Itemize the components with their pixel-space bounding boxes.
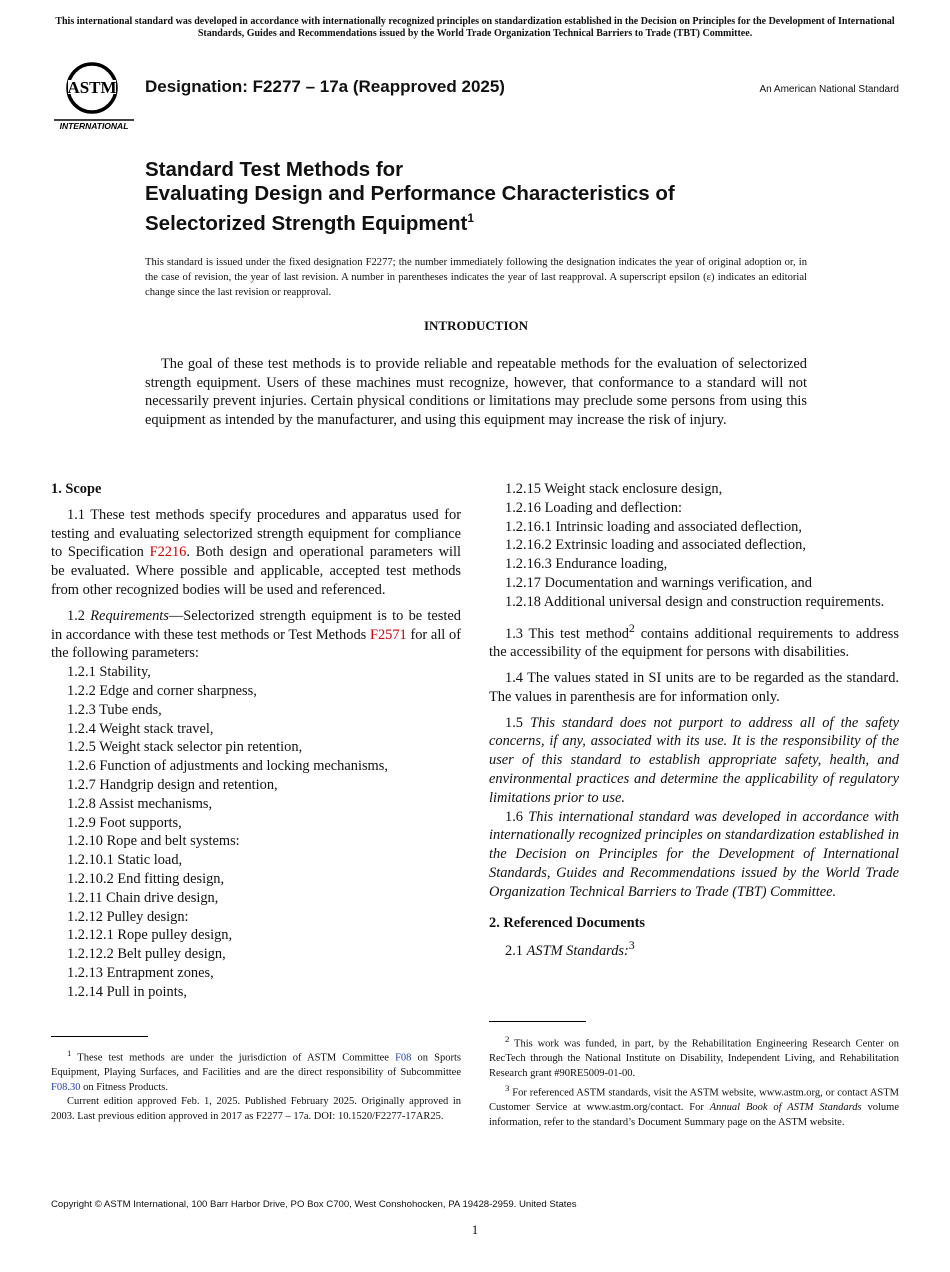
list-item: 1.2.10.1 Static load, [67,852,183,869]
edition-note: Current edition approved Feb. 1, 2025. Published February 2025. Originally approved in 2003. Last previous edition approved in 2017 as F2277 – 17a. DOI: 10.1520/F2277-17AR25. [51,1096,461,1122]
footnotes-left [51,1046,461,1124]
tbt-notice: This international standard was developed in accordance with internationally recognized principles on standardization established in the Decision on Principles for the Development of International Standards, Guides and Recommendations issued by the World Trade Organization Technical Barriers to Trade (TBT) Committee. [55,16,895,39]
list-item: 1.2.12.2 Belt pulley design, [67,946,226,963]
para-1-1: 1.1 These test methods specify procedures and apparatus used for testing and evaluating selectorized strength equipment for compliance to Specification F2216. Both design and operational parameters will be evaluated. Where possible and applicable, accepted test methods from other recognized bodies will be used and referenced. [51,506,461,598]
footnote-3: $^3$ For referenced ASTM standards, visit the ASTM website, www.astm.org, or contact ASTM Customer Service at www.astm.org/contact. For Annual Book of ASTM Standards volume information, refer to the standard’s Document Summary page on the ASTM website. [489,1083,900,1128]
list-item: 1.2.13 Entrapment zones, [67,964,214,981]
list-item: 1.2.10.2 End fitting design, [67,870,225,887]
page-number: 1 [471,1222,479,1237]
referenced-documents-heading: 2. Referenced Documents [489,914,645,931]
designation: Designation: F2277 – 17a (Reapproved 2025) [145,77,505,96]
list-item: 1.2.16.2 Extrinsic loading and associated deflection, [505,537,806,554]
list-item: 1.2.7 Handgrip design and retention, [67,776,278,793]
scope-heading: 1. Scope [51,481,102,497]
list-item: 1.2.12.1 Rope pulley design, [67,927,233,944]
link-f08[interactable]: F08 [395,1052,412,1064]
title-line-1: Standard Test Methods for [145,158,404,181]
list-item: 1.2.14 Pull in points, [67,983,187,1000]
para-1-6: 1.6 This international standard was developed in accordance with internationally recognized principles on standardization established in the Decision on Principles for the Development of International Standards, Guides and Recommendations issued by the World Trade Organization Technical Barriers to Trade (TBT) Committee. [489,808,899,900]
requirements-list-left [51,663,461,1001]
footnote-ref-2[interactable]: 2 [628,620,635,635]
list-item: 1.2.5 Weight stack selector pin retention, [67,739,303,756]
list-item: 1.2.8 Assist mechanisms, [67,795,213,812]
logo-subtext: INTERNATIONAL [59,121,129,130]
national-standard-label: An American National Standard [759,84,899,95]
list-item: 1.2.2 Edge and corner sharpness, [67,682,257,699]
requirements-list-right [489,480,899,593]
link-f08-30[interactable]: F08.30 [51,1081,81,1093]
list-item: 1.2.1 Stability, [67,664,151,681]
list-item-1-2-18: 1.2.18 Additional universal design and construction requirements. [505,593,885,610]
left-column [51,480,461,1002]
title-footnote-ref[interactable]: 1 [467,211,475,225]
footnotes-right [489,1032,899,1130]
footnote-1: $^1$ These test methods are under the jurisdiction of ASTM Committee F08 on Sports Equipment, Playing Surfaces, and Facilities and are the direct responsibility of Subcommittee F08.30 on Fitness Products. [51,1048,461,1093]
title-line-3: Selectorized Strength Equipment$^1$ [145,211,475,235]
list-item: 1.2.16.3 Endurance loading, [505,556,668,573]
issued-statement: This standard is issued under the fixed designation F2277; the number immediately following the designation indicates the year of original adoption or, in the case of revision, the year of last revision. A number in parentheses indicates the year of last reapproval. A superscript epsilon (ε) indicates an editorial change since the last revision or reapproval. [145,257,807,298]
footnote-2: $^2$ This work was funded, in part, by the Rehabilitation Engineering Research Center on RecTech through the National Institute on Disability, Independent Living, and Rehabilitation Research grant #90RE5009-01-00. [489,1034,899,1079]
right-column [489,480,899,961]
list-item: 1.2.6 Function of adjustments and locking mechanisms, [67,758,388,775]
copyright: Copyright © ASTM International, 100 Barr Harbor Drive, PO Box C700, West Conshohocken, PA 19428-2959. United States [51,1199,577,1210]
list-item: 1.2.15 Weight stack enclosure design, [505,481,723,497]
list-item: 1.2.17 Documentation and warnings verification, and [505,574,812,591]
list-item: 1.2.3 Tube ends, [67,701,162,718]
list-item: 1.2.10 Rope and belt systems: [67,833,240,850]
link-f2571[interactable]: F2571 [369,626,407,643]
para-1-5: 1.5 This standard does not purport to address all of the safety concerns, if any, associated with its use. It is the responsibility of the user of this standard to establish appropriate safety, health, and environmental practices and determine the applicability of regulatory limitations prior to use. [489,714,899,806]
list-item: 1.2.4 Weight stack travel, [67,720,214,737]
astm-logo [54,58,134,130]
para-1-4: 1.4 The values stated in SI units are to be regarded as the standard. The values in parenthesis are for information only. [489,669,899,705]
footnote-divider-left [51,1036,148,1037]
logo-text: ASTM [67,78,117,97]
introduction-heading: INTRODUCTION [423,318,528,333]
list-item: 1.2.16 Loading and deflection: [505,499,683,516]
para-1-2: 1.2 Requirements—Selectorized strength equipment is to be tested in accordance with these test methods or Test Methods F2571 for all of the following parameters: [51,607,461,662]
para-2-1: 2.1 ASTM Standards:$^3$ [505,938,635,960]
list-item: 1.2.16.1 Intrinsic loading and associated deflection, [505,518,802,535]
list-item: 1.2.11 Chain drive design, [67,889,219,906]
list-item: 1.2.9 Foot supports, [67,814,182,831]
list-item: 1.2.12 Pulley design: [67,908,189,925]
footnote-ref-3[interactable]: 3 [628,938,635,953]
link-f2216[interactable]: F2216 [149,544,187,561]
introduction-text: The goal of these test methods is to provide reliable and repeatable methods for the evaluation of selectorized strength equipment. Users of these machines must recognize, however, that conformance to a standard will not necessarily prevent injuries. Certain physical conditions or limitations may preclude some persons from using this equipment as intended by the manufacturer, and using this equipment may increase the risk of injury. [145,356,807,428]
footnote-divider-right [489,1021,586,1022]
para-1-3: 1.3 This test method$^2$ contains additional requirements to address the accessibility of the equipment for persons with disabilities. [489,620,899,661]
document-title [145,158,845,236]
title-line-2: Evaluating Design and Performance Characteristics of [145,182,675,205]
